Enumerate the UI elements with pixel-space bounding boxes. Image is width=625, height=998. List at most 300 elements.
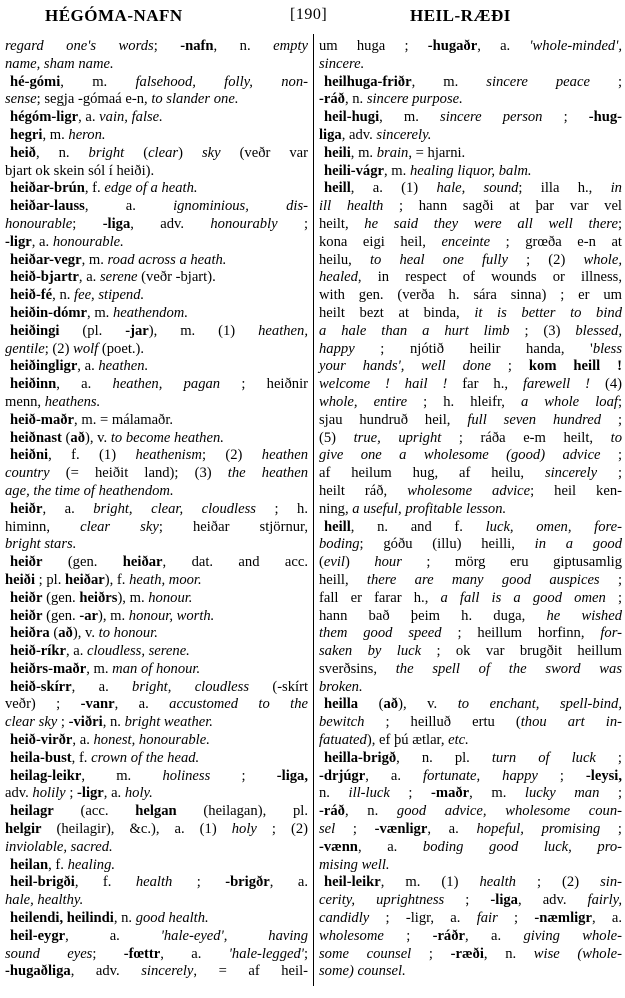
text-line [319, 198, 622, 216]
text-line [5, 696, 308, 714]
headword: heili [324, 144, 351, 161]
definition-text: heath, moor. [129, 571, 202, 588]
grammar-text: , f. [71, 749, 92, 766]
entry-line [5, 661, 308, 679]
headword: heið-fé [10, 287, 53, 304]
grammar-text: fall er farar h., [319, 589, 441, 606]
grammar-text: ; grœða e-n at [490, 233, 622, 250]
grammar-text: ), v. [398, 696, 458, 713]
left-column [5, 38, 308, 981]
grammar-text: , m. [87, 304, 113, 321]
headword: heiðnast [10, 429, 62, 446]
definition-text: sincere person [440, 109, 543, 126]
headword: -ráðr [432, 927, 466, 944]
entry-line [5, 412, 308, 430]
column-divider [313, 34, 314, 986]
headword: heiðra [10, 625, 50, 642]
definition-text: fee, stipend. [74, 287, 145, 304]
text-line [319, 821, 622, 839]
grammar-text: , a. [103, 785, 125, 802]
definition-text: 'whole-minded', [529, 38, 622, 54]
definition-text: the spell of the sword was [395, 660, 623, 677]
definition-text: falsehood, folly, non- [135, 73, 308, 90]
text-line [319, 963, 622, 981]
headword: heill [324, 180, 351, 197]
grammar-text: ( [61, 429, 71, 446]
headword: -viðri [68, 714, 103, 731]
entry-line [5, 625, 308, 643]
definition-text: lucky man [524, 785, 600, 802]
definition-text: holily [32, 785, 66, 802]
definition-text: there are many good auspices [366, 571, 600, 588]
grammar-text: ), m. [97, 607, 129, 624]
grammar-text: , a. [84, 198, 174, 215]
entry-line [319, 74, 622, 92]
text-line [5, 572, 308, 590]
entry-line [5, 269, 308, 287]
headword: -ligr [5, 233, 32, 250]
headword: -vanr [80, 696, 115, 713]
definition-text: give one a wholesome (good) advice [319, 447, 601, 464]
text-line [319, 643, 622, 661]
headword: heil-brigði [10, 874, 75, 891]
definition-text: thou art in- [520, 714, 622, 731]
headword: heilagr [10, 803, 54, 820]
text-line [319, 38, 622, 56]
definition-text: hour [374, 554, 402, 571]
entry-line [5, 180, 308, 198]
grammar-text: , m. [379, 109, 441, 126]
entry-line [5, 928, 308, 946]
grammar-text: ; -ligr, a. [369, 910, 477, 927]
definition-text: luck, omen, fore- [485, 518, 622, 535]
grammar-text: (veðr -bjart). [137, 269, 216, 286]
definition-text: heron. [68, 126, 106, 143]
headword: hegri [10, 126, 43, 143]
definition-text: etc. [448, 732, 469, 749]
definition-text: to become heathen. [110, 429, 224, 446]
grammar-text: bjart ok skein sól í heiði). [5, 162, 155, 179]
definition-text: crown of the head. [91, 749, 200, 766]
grammar-text: , n. [344, 803, 397, 820]
headword: heiðni [10, 447, 49, 464]
grammar-text: , a. [77, 358, 99, 375]
definition-text: holy. [124, 785, 153, 802]
definition-text: sincerely [544, 465, 598, 482]
entry-line [319, 874, 622, 892]
definition-text: he wished [546, 607, 622, 624]
headword: að [58, 625, 73, 642]
running-head-left: HÉGÓMA-NAFN [45, 6, 183, 25]
text-line [319, 376, 622, 394]
grammar-text: , a. [269, 874, 308, 891]
grammar-text: , m. [60, 73, 136, 90]
definition-text: bright, clear, cloudless [93, 500, 256, 517]
grammar-text: (-skírt [249, 678, 308, 695]
grammar-text: , a. [465, 927, 524, 944]
grammar-text: ; (2) [201, 447, 262, 464]
grammar-text: ; [497, 910, 535, 927]
text-line [319, 412, 622, 430]
grammar-text: (gen. [42, 554, 123, 571]
headword: að [70, 429, 86, 446]
grammar-text: ; [601, 411, 622, 428]
definition-text: welcome ! hail ! [319, 376, 448, 393]
entry-line [5, 376, 308, 394]
definition-text: sincere purpose. [366, 91, 463, 108]
headword: hégóm-ligr [10, 109, 79, 126]
grammar-text: (veðr var [220, 144, 308, 161]
definition-text: a whole loaf [520, 393, 618, 410]
text-line [319, 127, 622, 145]
headword: -hugaðliga [5, 963, 71, 980]
text-line [5, 536, 308, 554]
definition-text: health [479, 874, 516, 891]
entry-line [319, 145, 622, 163]
entry-line [5, 109, 308, 127]
text-line [319, 501, 622, 519]
grammar-text: (pl. [59, 322, 126, 339]
definition-text: mising well. [319, 856, 390, 873]
definition-text: 'hale-eyed', having [160, 927, 308, 944]
definition-text: holy [231, 821, 257, 838]
headword: heið-virðr [10, 732, 73, 749]
definition-text: clear sky [5, 714, 58, 731]
grammar-text: ; [383, 927, 433, 944]
headword: heiðingligr [10, 358, 78, 375]
text-line [319, 394, 622, 412]
definition-text: bless [592, 340, 622, 357]
text-line [319, 287, 622, 305]
grammar-text: ; hann sagði at þar var vel [383, 198, 622, 215]
text-line [5, 234, 308, 252]
grammar-text: , m. [350, 144, 377, 161]
definition-text: hopeful, promising [476, 821, 601, 838]
grammar-text: ; [335, 821, 375, 838]
entry-line [319, 519, 622, 537]
grammar-text: , m. [469, 785, 525, 802]
headword: heið-bjartr [10, 269, 79, 286]
grammar-text: ; [589, 73, 622, 90]
definition-text: fatuated [319, 732, 367, 749]
grammar-text: ; h. hleifr, [407, 393, 521, 410]
definition-text: edge of a heath. [104, 180, 198, 197]
definition-text: whole, entire [319, 393, 408, 410]
headword: heil-hugi [324, 109, 380, 126]
text-line [5, 163, 308, 181]
headword: heilla-brigð [324, 749, 397, 766]
entry-line [5, 145, 308, 163]
grammar-text: ; [277, 215, 309, 232]
definition-text: wolf [73, 340, 99, 357]
grammar-text: , = af heil- [193, 963, 309, 980]
text-line [319, 323, 622, 341]
headword: kom heill ! [528, 358, 622, 375]
definition-text: empty [273, 38, 308, 54]
headword: -ar [79, 607, 98, 624]
definition-text: country [5, 465, 50, 482]
grammar-text: ; [600, 821, 622, 838]
definition-text: in a good [534, 536, 622, 553]
text-line [319, 430, 622, 448]
entry-line [5, 287, 308, 305]
headword: -drjúgr [319, 767, 366, 784]
grammar-text: , adv. [70, 963, 142, 980]
grammar-text: (5) [319, 429, 354, 446]
headword: heilendi, heilindi [10, 910, 114, 927]
definition-text: clear [148, 144, 179, 161]
definition-text: some) counsel. [319, 963, 406, 980]
headword: heili-vágr [324, 162, 384, 179]
definition-text: wise (whole- [533, 945, 622, 962]
grammar-text: , a. [591, 910, 622, 927]
grammar-text: heilt bezt at binda, [319, 304, 475, 321]
grammar-text: n. [319, 785, 349, 802]
headword: heiðar [122, 554, 163, 571]
definition-text: honour. [148, 589, 193, 606]
grammar-text: , a. [42, 500, 94, 517]
entry-line [5, 857, 308, 875]
grammar-text: , a. [477, 38, 530, 54]
grammar-text: ning, [319, 500, 353, 517]
definition-text: wholesome advice [407, 482, 531, 499]
definition-text: good health. [135, 910, 209, 927]
headword: heiðrs [79, 589, 118, 606]
grammar-text: , a. [31, 233, 53, 250]
grammar-text: , in respect of wounds or illness, [357, 269, 622, 286]
grammar-text: , n. [35, 144, 89, 161]
grammar-text: ; [490, 358, 529, 375]
text-line [319, 946, 622, 964]
text-line [319, 732, 622, 750]
grammar-text: ), v. [85, 429, 111, 446]
text-line [5, 892, 308, 910]
definition-text: heathen, [258, 322, 308, 339]
right-column [319, 38, 622, 981]
text-line [319, 536, 622, 554]
grammar-text: , a. [365, 767, 424, 784]
headword: að [383, 696, 399, 713]
grammar-text: , adv. [517, 892, 588, 909]
definition-text: heathendom. [112, 304, 188, 321]
definition-text: honourable. [52, 233, 124, 250]
grammar-text: um huga ; [319, 38, 428, 54]
entry-line [5, 323, 308, 341]
text-line [5, 483, 308, 501]
text-line [319, 447, 622, 465]
text-line [319, 483, 622, 501]
grammar-text: himinn, [5, 518, 81, 535]
entry-line [319, 696, 622, 714]
text-line [319, 554, 622, 572]
definition-text: holiness [162, 767, 211, 784]
definition-text: whole, [583, 251, 622, 268]
text-line [5, 839, 308, 857]
grammar-text: ; [617, 393, 622, 410]
definition-text: healing liquor, balm. [409, 162, 532, 179]
text-line [319, 625, 622, 643]
definition-text: to [610, 429, 622, 446]
grammar-text: , m. [86, 660, 113, 677]
grammar-text: , f. [74, 874, 136, 891]
headword: -vænligr [374, 821, 428, 838]
definition-text: to slander one. [151, 91, 239, 108]
headword: heið-ríkr [10, 643, 66, 660]
definition-text: healed [319, 269, 358, 286]
text-line [319, 269, 622, 287]
grammar-text: heilt ráð, [319, 482, 408, 499]
grammar-text: ; [389, 785, 432, 802]
grammar-text: , a. (1) [350, 180, 437, 197]
grammar-text: (poet.). [98, 340, 145, 357]
definition-text: saken by luck [319, 643, 422, 660]
definition-text: turn of luck [491, 749, 596, 766]
headword: -liga [490, 892, 518, 909]
grammar-text: ; [411, 945, 451, 962]
definition-text: hale, sound [436, 180, 519, 197]
grammar-text: (gen. [42, 589, 80, 606]
grammar-text: , m. [81, 251, 108, 268]
definition-text: some counsel [319, 945, 412, 962]
grammar-text: ; h. [255, 500, 308, 517]
grammar-text: ; heilluð ertu ( [364, 714, 521, 731]
text-line [319, 341, 622, 359]
definition-text: ill health [319, 198, 384, 215]
text-line [5, 38, 308, 56]
definition-text: 'hale-legged' [228, 945, 304, 962]
grammar-text: , a. [427, 821, 477, 838]
grammar-text: ; [600, 447, 623, 464]
headword: heil-eygr [10, 927, 66, 944]
definition-text: evil [323, 554, 345, 571]
definition-text: it is better to bind [474, 304, 622, 321]
grammar-text: ), v. [72, 625, 99, 642]
definition-text: wholesome [319, 927, 384, 944]
definition-text: name, sham name. [5, 55, 114, 72]
entry-line [5, 910, 308, 928]
entry-line [5, 252, 308, 270]
definition-text: good advice, wholesome coun- [396, 803, 622, 820]
definition-text: full seven hundred [467, 411, 602, 428]
grammar-text: , a. [78, 269, 100, 286]
text-line [319, 358, 622, 376]
definition-text: sense [5, 91, 37, 108]
headword: -fœttr [123, 945, 161, 962]
headword: -ráð [319, 91, 345, 108]
grammar-text: sverðsins, [319, 660, 396, 677]
text-line [5, 963, 308, 981]
entry-line [5, 430, 308, 448]
text-line [319, 928, 622, 946]
headword: liga [319, 126, 342, 143]
entry-line [5, 358, 308, 376]
definition-text: boding [319, 536, 360, 553]
grammar-text: ; [605, 589, 622, 606]
text-line [5, 946, 308, 964]
entry-line [5, 198, 308, 216]
headword: heila-bust [10, 749, 72, 766]
definition-text: health [135, 874, 173, 891]
definition-text: honourably [210, 215, 278, 232]
definition-text: boding good luck, pro- [422, 838, 622, 855]
entry-line [5, 590, 308, 608]
definition-text: sincerely [141, 963, 194, 980]
headword: helgan [135, 803, 177, 820]
grammar-text: ; [72, 215, 103, 232]
grammar-text: kona eigi heil, [319, 233, 442, 250]
grammar-text: ; [595, 749, 622, 766]
grammar-text: ), f. [104, 571, 130, 588]
entry-line [5, 679, 308, 697]
definition-text: to heal one fully [369, 251, 508, 268]
definition-text: sincere peace [486, 73, 590, 90]
definition-text: sky [201, 144, 221, 161]
definition-text: in [610, 180, 622, 197]
definition-text: heathen [261, 447, 308, 464]
grammar-text: ) [178, 144, 202, 161]
definition-text: healing. [67, 856, 116, 873]
text-line [319, 465, 622, 483]
grammar-text: ; [537, 767, 586, 784]
definition-text: ill-luck [348, 785, 390, 802]
grammar-text: , a. [71, 678, 133, 695]
definition-text: a hale than a hurt limb [319, 322, 510, 339]
definition-text: inviolable, sacred. [5, 838, 113, 855]
grammar-text: ; (3) [509, 322, 576, 339]
text-line [5, 465, 308, 483]
headword: heiði [5, 571, 35, 588]
headword: heiðar-vegr [10, 251, 82, 268]
definition-text: cerity, uprightness [319, 892, 445, 909]
grammar-text: ; [65, 785, 78, 802]
definition-text: honourable [5, 215, 73, 232]
text-line [319, 857, 622, 875]
grammar-text: , a. [65, 643, 88, 660]
grammar-text: ; segja -gómaá e-n, [36, 91, 152, 108]
grammar-text: ), ef þú ætlar, [366, 732, 449, 749]
grammar-text: ; [597, 465, 623, 482]
grammar-text: , n. [483, 945, 534, 962]
grammar-text: , a. [65, 927, 161, 944]
headword: -liga, [276, 767, 308, 784]
entry-line [5, 608, 308, 626]
definition-text: he said they were all well there [364, 215, 618, 232]
text-line [5, 394, 308, 412]
definition-text: sound eyes [5, 945, 93, 962]
running-head-right: HEIL-RÆÐI [410, 6, 511, 25]
definition-text: enceinte [441, 233, 491, 250]
text-line [319, 234, 622, 252]
definition-text: bright weather. [124, 714, 213, 731]
grammar-text: (acc. [53, 803, 136, 820]
headword: heiðingi [10, 322, 60, 339]
definition-text: heathens. [44, 393, 101, 410]
grammar-text: , m. [42, 126, 69, 143]
headword: -leysi, [585, 767, 622, 784]
definition-text: bright [88, 144, 125, 161]
grammar-text: , a. [160, 945, 229, 962]
entry-line [319, 109, 622, 127]
text-line [319, 305, 622, 323]
grammar-text: ; [303, 945, 308, 962]
grammar-text: ; [57, 714, 69, 731]
headword: heiðar-brún [10, 180, 85, 197]
grammar-text: ; [92, 945, 124, 962]
grammar-text: ; pl. [35, 571, 65, 588]
headword: heið [10, 144, 36, 161]
grammar-text: ( [124, 144, 149, 161]
text-line [5, 341, 308, 359]
